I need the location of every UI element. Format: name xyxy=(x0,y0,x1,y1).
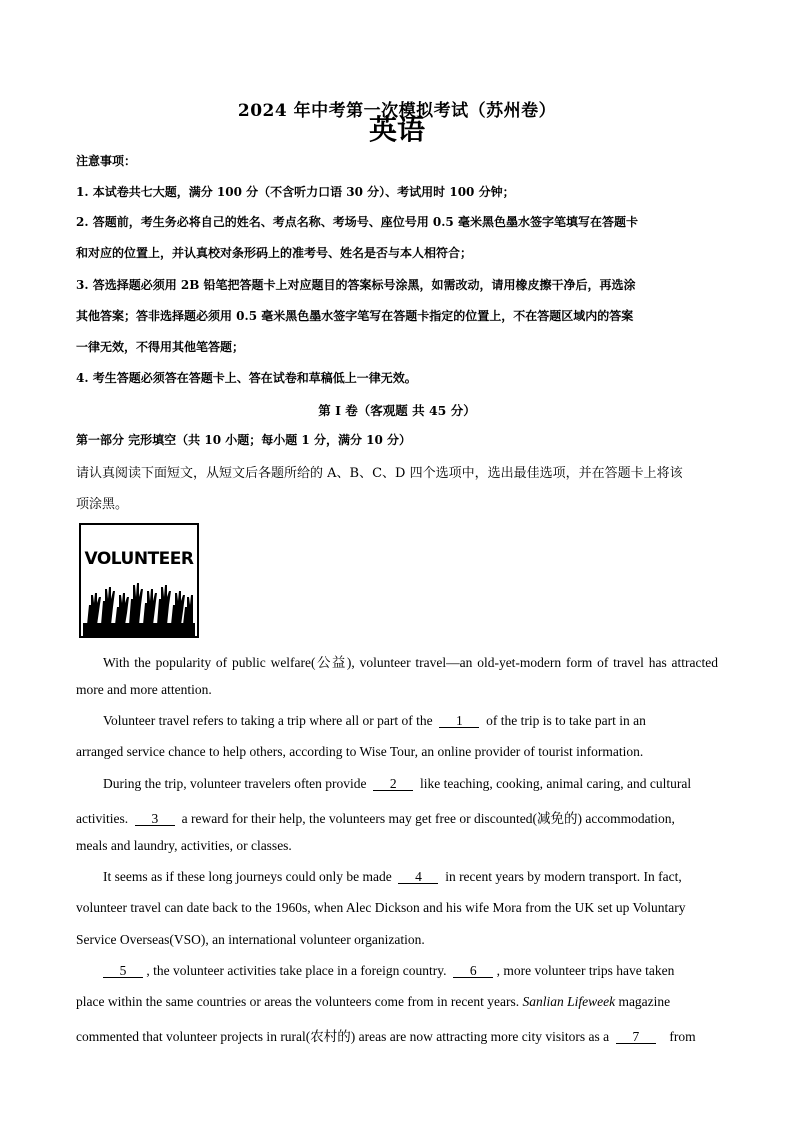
volunteer-image-label: VOLUNTEER xyxy=(84,549,194,569)
passage-text: magazine xyxy=(618,994,671,1009)
notice-heading: 注意事项： xyxy=(76,154,137,168)
blank-1: 1 xyxy=(439,714,479,728)
passage-p5-line2 xyxy=(76,994,718,1010)
passage-text: a reward for their help, the volunteers may get free or discounted(减免的) accommodation, xyxy=(181,811,675,826)
notice-item-2b: 和对应的位置上，并认真校对条形码上的准考号、姓名是否与本人相符合； xyxy=(76,246,473,260)
notice-item-2a: 2. 答题前，考生务必将自己的姓名、考点名称、考场号、座位号用 0.5 毫米黑色墨水签字笔填写在答题卡 xyxy=(76,215,638,229)
passage-text: in recent years by modern transport. In fact, xyxy=(445,869,682,884)
passage-p5-line3 xyxy=(76,1025,718,1045)
instruction-line-2: 项涂黑。 xyxy=(76,497,129,512)
passage-text: , the volunteer activities take place in a foreign country. xyxy=(146,963,447,978)
passage-text: , more volunteer trips have taken xyxy=(496,963,675,978)
volume-heading: 第 I 卷（客观题 共 45 分） xyxy=(318,403,476,418)
passage-text: of the trip is to take part in an xyxy=(486,713,646,728)
passage-text: place within the same countries or areas the volunteers come from in recent years. xyxy=(76,994,520,1009)
notice-item-4: 4. 考生答题必须答在答题卡上、答在试卷和草稿低上一律无效。 xyxy=(76,371,417,385)
notice-item-3a: 3. 答选择题必须用 2B 铅笔把答题卡上对应题目的答案标号涂黑，如需改动，请用橡皮擦干净后，再选涂 xyxy=(76,278,636,292)
blank-7: 7 xyxy=(616,1030,656,1044)
passage-text: It seems as if these long journeys could only be made xyxy=(103,869,392,884)
passage-p1-line2: more and more attention. xyxy=(76,682,212,697)
subject-title: 英语 xyxy=(368,113,425,146)
magazine-name: Sanlian Lifeweek xyxy=(522,994,616,1009)
passage-text: activities. xyxy=(76,811,129,826)
passage-text: During the trip, volunteer travelers often provide xyxy=(103,776,367,791)
passage-p3-line1 xyxy=(76,776,718,792)
instruction-line-1: 请认真阅读下面短文，从短文后各题所给的 A、B、C、D 四个选项中，选出最佳选项，并在答题卡上将该 xyxy=(76,466,683,481)
passage-p3-line3: meals and laundry, activities, or classes. xyxy=(76,838,292,853)
notice-item-1: 1. 本试卷共七大题，满分 100 分（不含听力口语 30 分）、考试用时 100 分钟； xyxy=(76,185,515,199)
passage-p4-line1 xyxy=(76,869,718,885)
blank-3: 3 xyxy=(135,812,175,826)
passage-text: Volunteer travel refers to taking a trip where all or part of the xyxy=(103,713,433,728)
notice-item-3c: 一律无效，不得用其他笔答题； xyxy=(76,340,245,354)
notice-item-3b: 其他答案；答非选择题必须用 0.5 毫米黑色墨水签字笔写在答题卡指定的位置上，不在答题区域内的答案 xyxy=(76,309,634,323)
passage-text: like teaching, cooking, animal caring, and cultural xyxy=(420,776,692,791)
volunteer-image xyxy=(79,523,199,638)
part1-heading: 第一部分 完形填空（共 10 小题；每小题 1 分，满分 10 分） xyxy=(76,433,411,447)
passage-p5-line1 xyxy=(76,963,718,979)
raised-hands-icon xyxy=(83,581,195,637)
passage-p2-line1 xyxy=(76,713,718,729)
passage-p4-line3: Service Overseas(VSO), an international volunteer organization. xyxy=(76,932,425,947)
blank-4: 4 xyxy=(398,870,438,884)
blank-2: 2 xyxy=(373,777,413,791)
passage-text: from xyxy=(669,1029,696,1044)
passage-p3-line2 xyxy=(76,807,718,827)
passage-p2-line2: arranged service chance to help others, according to Wise Tour, an online provider of tourist information. xyxy=(76,744,644,759)
passage-p1-line1: With the popularity of public welfare(公益), volunteer travel—an old-yet-modern form of travel has attracted xyxy=(103,655,718,670)
passage-text: commented that volunteer projects in rural(农村的) areas are now attracting more city visitors as a xyxy=(76,1029,610,1044)
exam-title: 2024 年中考第一次模拟考试（苏州卷） xyxy=(237,101,557,121)
blank-5: 5 xyxy=(103,964,143,978)
blank-6: 6 xyxy=(453,964,493,978)
passage-p4-line2: volunteer travel can date back to the 1960s, when Alec Dickson and his wife Mora from the UK set up Voluntary xyxy=(76,900,686,915)
